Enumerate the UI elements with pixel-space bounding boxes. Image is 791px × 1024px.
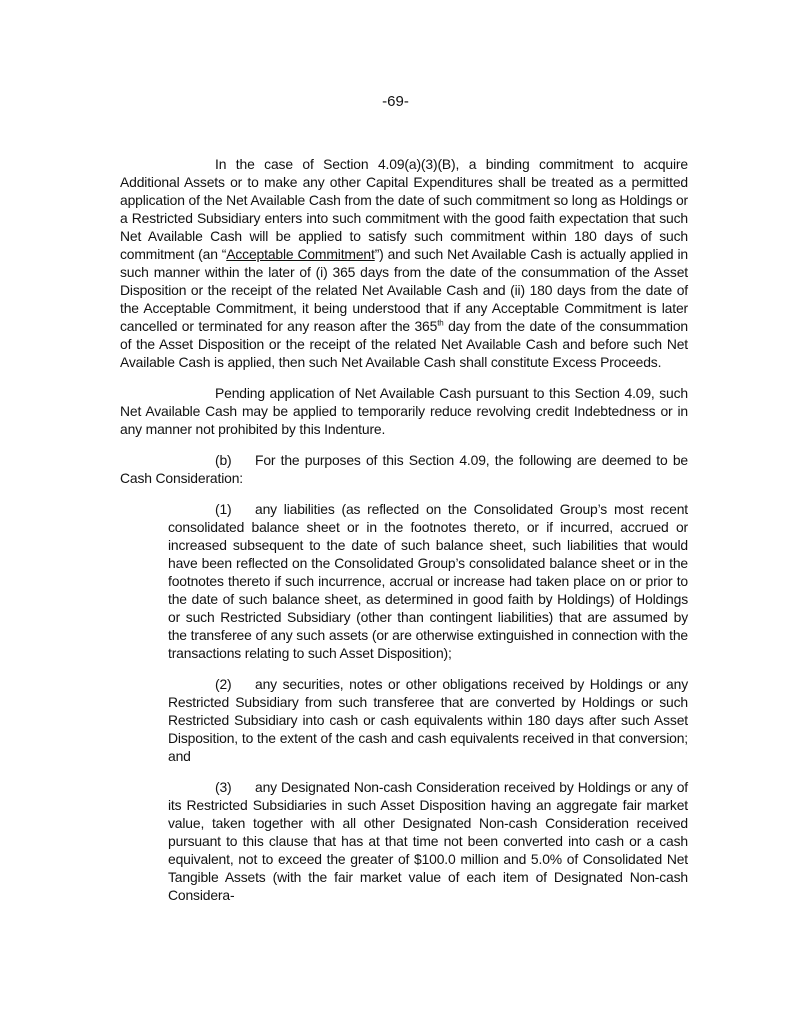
paragraph-text: ”) and such Net Available Cash is actually applied in such manner within the later of (i) 365 days from the date of the consummation of the Asset Disposition or the receipt of the related Net Available Cash and (ii) 180 days from the date of the Acceptable Commitment, it being understood that if any Acceptable Commitment is later cancelled or terminated for any reason after the 365 [120,246,688,334]
clause-b [120,451,688,487]
clause-text: For the purposes of this Section 4.09, the following are deemed to be Cash Consideration: [120,452,688,486]
paragraph-text: In the case of Section 4.09(a)(3)(B), a binding commitment to acquire Additional Assets or to make any other Capital Expenditures shall be treated as a permitted application of the Net Available Cash from the date of such commitment so long as Holdings or a Restricted Subsidiary enters into such commitment with the good faith expectation that such Net Available Cash will be applied to satisfy such commitment within 180 days of such commitment (an “ [120,156,688,262]
sub-clause-3 [168,778,688,904]
sub-clause-text: any securities, notes or other obligations received by Holdings or any Restricted Subsidiary from such transferee that are converted by Holdings or such Restricted Subsidiary into cash or cash equivalents within 180 days after such Asset Disposition, to the extent of the cash and cash equivalents received in that conversion; and [168,676,688,764]
sub-clause-marker: (3) [215,779,232,795]
page-number: -69- [382,93,409,110]
sub-clause-marker: (1) [215,501,232,517]
sub-clause-text: any liabilities (as reflected on the Consolidated Group’s most recent consolidated balance sheet or in the footnotes thereto, or if incurred, accrued or increased subsequent to the date of such balance sheet, such liabilities that would have been reflected on the Consolidated Group’s consolidated balance sheet or in the footnotes thereto if such incurrence, accrual or increase had taken place on or prior to the date of such balance sheet, as determined in good faith by Holdings) of Holdings or such Restricted Subsidiary (other than contingent liabilities) that are assumed by the transferee of any such assets (or are otherwise extinguished in connection with the transactions relating to such Asset Disposition); [168,501,688,661]
sub-clause-marker: (2) [215,676,232,692]
ordinal-suffix: th [437,318,444,328]
sub-clause-1 [168,500,688,662]
defined-term: Acceptable Commitment [226,246,375,262]
paragraph-acceptable-commitment [120,155,688,371]
sub-clause-2 [168,675,688,765]
clause-marker: (b) [215,452,232,468]
sub-clause-text: any Designated Non-cash Consideration received by Holdings or any of its Restricted Subsidiaries in such Asset Disposition having an aggregate fair market value, taken together with all other Designated Non-cash Consideration received pursuant to this clause that has at that time not been converted into cash or a cash equivalent, not to exceed the greater of $100.0 million and 5.0% of Consolidated Net Tangible Assets (with the fair market value of each item of Designated Non-cash Considera- [168,779,688,903]
document-body [120,155,688,917]
paragraph-pending-application: Pending application of Net Available Cash pursuant to this Section 4.09, such Net Available Cash may be applied to temporarily reduce revolving credit Indebtedness or in any manner not prohibited by this Indenture. [120,385,688,437]
paragraph-text: day from the date of the consummation of the Asset Disposition or the receipt of the related Net Available Cash and before such Net Available Cash is applied, then such Net Available Cash shall constitute Excess Proceeds. [120,318,689,370]
